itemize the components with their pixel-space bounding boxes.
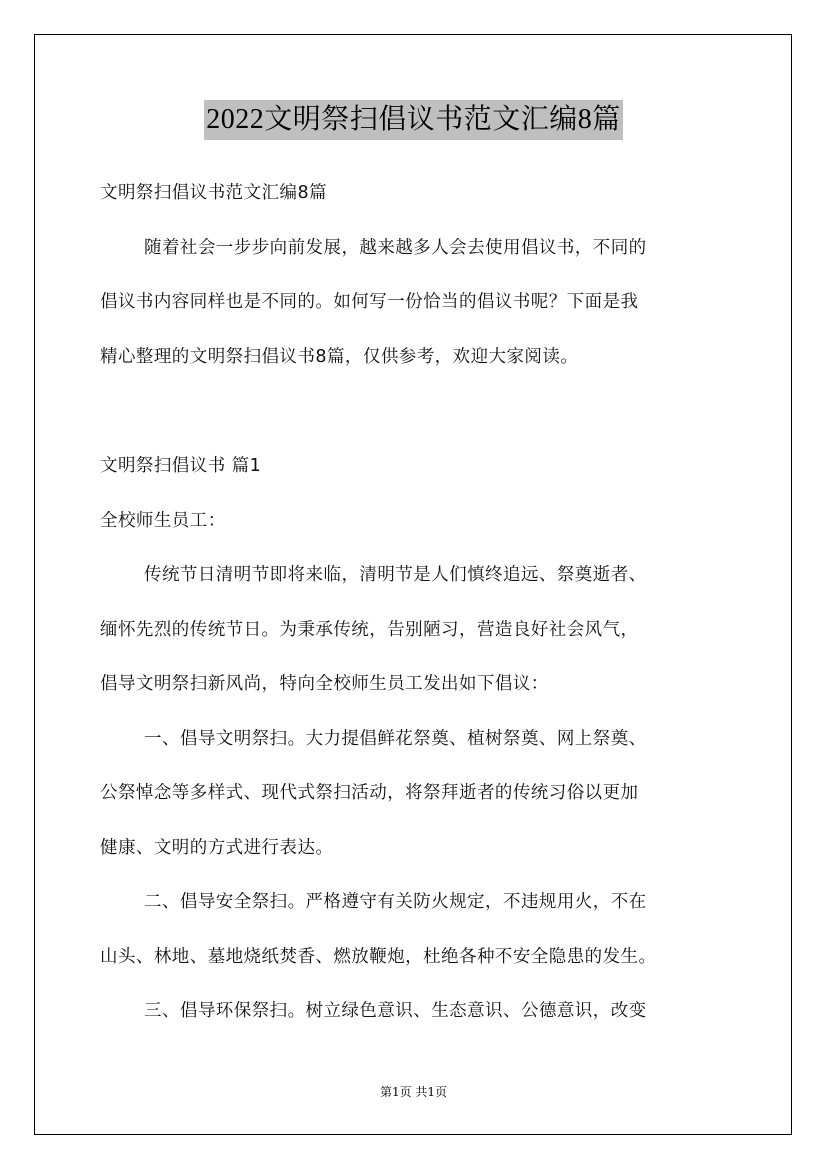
- paragraph-line: 一、倡导文明祭扫。大力提倡鲜花祭奠、植树祭奠、网上祭奠、: [144, 729, 647, 749]
- page-footer: 第1页 共1页: [379, 1085, 448, 1099]
- paragraph-line: 精心整理的文明祭扫倡议书8篇，仅供参考，欢迎大家阅读。: [100, 347, 579, 367]
- paragraph-line: 三、倡导环保祭扫。树立绿色意识、生态意识、公德意识，改变: [144, 1001, 647, 1021]
- paragraph-line: 山头、林地、墓地烧纸焚香、燃放鞭炮，杜绝各种不安全隐患的发生。: [100, 947, 657, 967]
- paragraph-line: 传统节日清明节即将来临，清明节是人们慎终追远、祭奠逝者、: [144, 565, 647, 585]
- section-heading: 文明祭扫倡议书 篇1: [100, 456, 262, 476]
- document-title: 2022文明祭扫倡议书范文汇编8篇: [204, 100, 623, 140]
- subtitle-line: 文明祭扫倡议书范文汇编8篇: [100, 183, 327, 203]
- salutation: 全校师生员工：: [100, 511, 226, 531]
- paragraph-line: 倡议书内容同样也是不同的。如何写一份恰当的倡议书呢？下面是我: [100, 292, 639, 312]
- paragraph-line: 倡导文明祭扫新风尚，特向全校师生员工发出如下倡议：: [100, 674, 549, 694]
- paragraph-line: 公祭悼念等多样式、现代式祭扫活动，将祭拜逝者的传统习俗以更加: [100, 783, 639, 803]
- paragraph-line: 健康、文明的方式进行表达。: [100, 838, 334, 858]
- paragraph-line: 二、倡导安全祭扫。严格遵守有关防火规定，不违规用火，不在: [144, 892, 647, 912]
- paragraph-line: 缅怀先烈的传统节日。为秉承传统，告别陋习，营造良好社会风气，: [100, 620, 639, 640]
- title-container: [0, 100, 827, 140]
- paragraph-line: 随着社会一步步向前发展，越来越多人会去使用倡议书，不同的: [144, 238, 647, 258]
